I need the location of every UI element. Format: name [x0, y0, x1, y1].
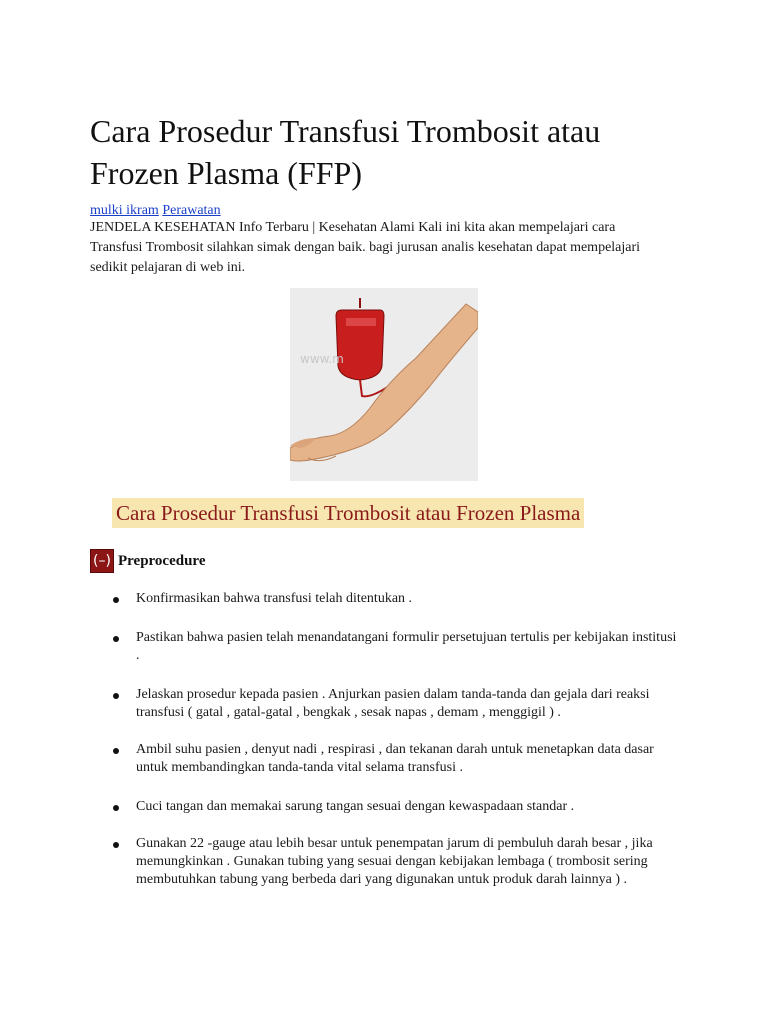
bullet-icon [113, 748, 119, 754]
minus-circle-icon[interactable]: (–) [90, 549, 114, 573]
bullet-icon [113, 693, 119, 699]
bullet-icon [113, 805, 119, 811]
page-title: Cara Prosedur Transfusi Trombosit atau Frozen Plasma (FFP) [90, 113, 601, 191]
list-item [113, 798, 678, 816]
list-item [113, 686, 678, 722]
author-link[interactable]: mulki ikram [90, 203, 159, 218]
step-text: Jelaskan prosedur kepada pasien . Anjurkan pasien dalam tanda-tanda dan gejala dari reaksi transfusi ( gatal , gatal-gatal , bengkak , sesak napas , demam , menggigil ) . [136, 687, 650, 720]
section-heading: Cara Prosedur Transfusi Trombosit atau Frozen Plasma [112, 498, 584, 528]
step-text: Cuci tangan dan memakai sarung tangan sesuai dengan kewaspadaan standar . [136, 799, 575, 814]
preprocedure-subheading [90, 549, 205, 573]
list-item [113, 741, 678, 777]
bullet-icon [113, 636, 119, 642]
list-item [113, 629, 678, 665]
intro-paragraph: JENDELA KESEHATAN Info Terbaru | Kesehatan Alami Kali ini kita akan mempelajari cara Transfusi Trombosit silahkan simak dengan baik. bagi jurusan analis kesehatan dapat mempelajari sedikit pelajaran di web ini. [90, 220, 641, 275]
step-text: Gunakan 22 -gauge atau lebih besar untuk penempatan jarum di pembuluh darah besar , jika memungkinkan . Gunakan tubing yang sesuai dengan kebijakan lembaga ( trombosit sering membutuhkan tabung yang berbeda dari yang digunakan untuk produk darah lainnya ) . [136, 836, 653, 887]
list-item [113, 590, 678, 608]
list-item [113, 835, 678, 889]
bullet-icon [113, 597, 119, 603]
svg-text:www.m: www.m [300, 352, 344, 366]
step-text: Ambil suhu pasien , denyut nadi , respirasi , dan tekanan darah untuk menetapkan data dasar untuk membandingkan tanda-tanda vital selama transfusi . [136, 742, 654, 775]
transfusion-illustration [290, 288, 478, 481]
category-link[interactable]: Perawatan [162, 203, 221, 218]
bullet-icon [113, 842, 119, 848]
step-text: Konfirmasikan bahwa transfusi telah ditentukan . [136, 591, 413, 606]
step-text: Pastikan bahwa pasien telah menandatangani formulir persetujuan tertulis per kebijakan institusi . [136, 630, 677, 663]
subheading-label: Preprocedure [118, 552, 206, 569]
iv-blood-bag-arm-illustration [290, 288, 478, 481]
